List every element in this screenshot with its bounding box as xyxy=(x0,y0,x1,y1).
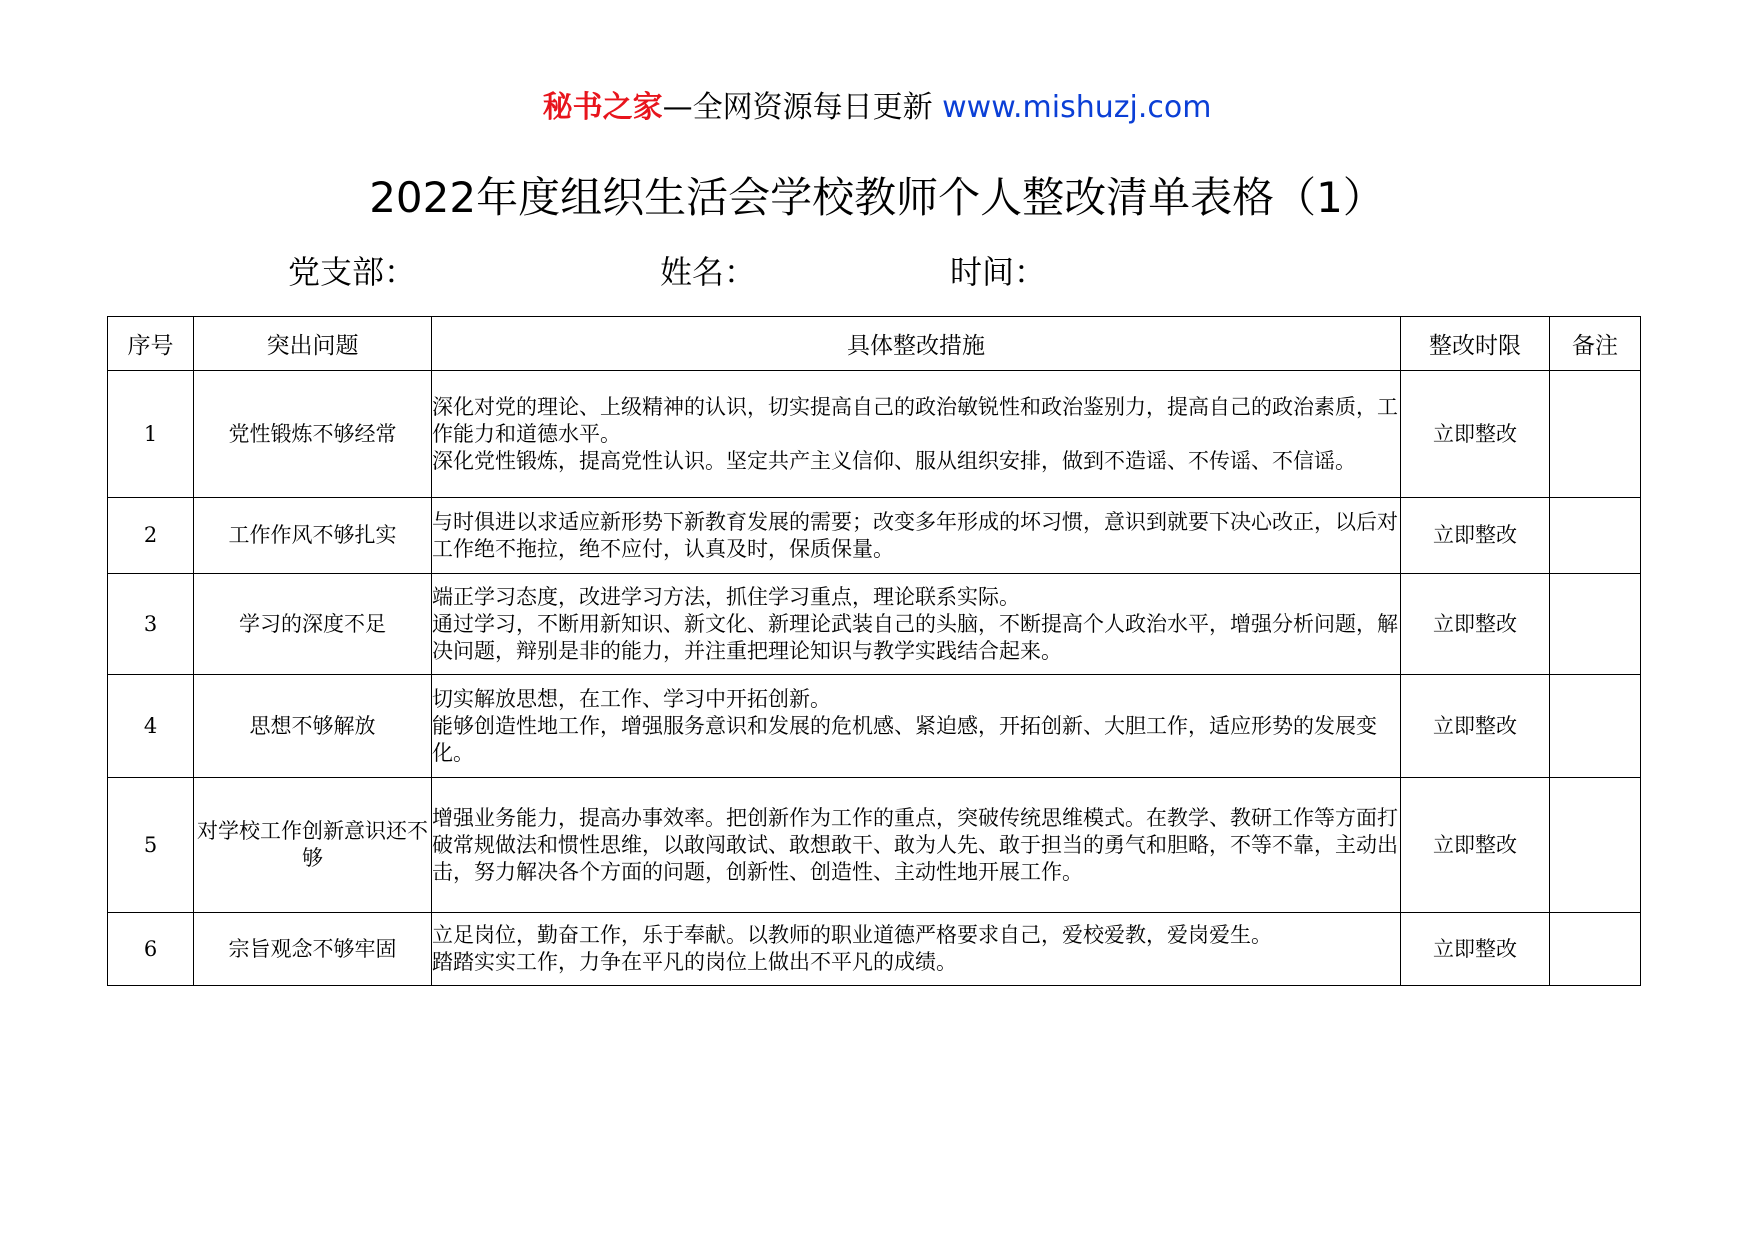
row-number: 1 xyxy=(108,371,194,498)
row-remark xyxy=(1550,371,1641,498)
row-remark xyxy=(1550,675,1641,778)
table-row xyxy=(108,913,1641,986)
measure-line: 能够创造性地工作，增强服务意识和发展的危机感、紧迫感，开拓创新、大胆工作，适应形势的发展变化。 xyxy=(432,713,1377,765)
measure-line: 深化党性锻炼，提高党性认识。坚定共产主义信仰、服从组织安排，做到不造谣、不传谣、不信谣。 xyxy=(432,448,1356,473)
banner-slogan: —全网资源每日更新 xyxy=(662,90,943,125)
row-deadline: 立即整改 xyxy=(1401,913,1550,986)
row-remark xyxy=(1550,778,1641,913)
time-label: 时间： xyxy=(950,253,1047,291)
row-remark xyxy=(1550,574,1641,675)
row-issue: 学习的深度不足 xyxy=(194,574,432,675)
table-row xyxy=(108,498,1641,574)
header-deadline: 整改时限 xyxy=(1401,317,1550,371)
rectification-table xyxy=(107,316,1641,986)
measure-line: 端正学习态度，改进学习方法，抓住学习重点，理论联系实际。 xyxy=(432,584,1020,609)
row-number: 5 xyxy=(108,778,194,913)
row-deadline: 立即整改 xyxy=(1401,778,1550,913)
header-remark: 备注 xyxy=(1550,317,1641,371)
row-deadline: 立即整改 xyxy=(1401,574,1550,675)
row-number: 3 xyxy=(108,574,194,675)
measure-line: 通过学习，不断用新知识、新文化、新理论武装自己的头脑，不断提高个人政治水平，增强分析问题，解决问题，辩别是非的能力，并注重把理论知识与教学实践结合起来。 xyxy=(432,611,1398,663)
table-row xyxy=(108,574,1641,675)
site-banner xyxy=(0,88,1754,128)
row-issue: 工作作风不够扎实 xyxy=(194,498,432,574)
row-remark xyxy=(1550,913,1641,986)
row-measures xyxy=(432,371,1401,498)
row-deadline: 立即整改 xyxy=(1401,498,1550,574)
header-number: 序号 xyxy=(108,317,194,371)
measure-line: 立足岗位，勤奋工作，乐于奉献。以教师的职业道德严格要求自己，爱校爱教，爱岗爱生。 xyxy=(432,923,1272,947)
measure-line: 切实解放思想，在工作、学习中开拓创新。 xyxy=(432,686,831,711)
row-measures xyxy=(432,913,1401,986)
table-header-row xyxy=(108,317,1641,371)
party-branch-label: 党支部： xyxy=(288,253,417,291)
row-measures xyxy=(432,675,1401,778)
row-number: 6 xyxy=(108,913,194,986)
name-label: 姓名： xyxy=(660,253,757,291)
measure-line: 增强业务能力，提高办事效率。把创新作为工作的重点，突破传统思维模式。在教学、教研工作等方面打破常规做法和惯性思维，以敢闯敢试、敢想敢干、敢为人先、敢于担当的勇气和胆略，不等不靠，主动出击，努力解决各个方面的问题，创新性、创造性、主动性地开展工作。 xyxy=(432,805,1398,884)
row-deadline: 立即整改 xyxy=(1401,675,1550,778)
table-row xyxy=(108,371,1641,498)
row-issue: 思想不够解放 xyxy=(194,675,432,778)
header-measures: 具体整改措施 xyxy=(432,317,1401,371)
row-measures xyxy=(432,778,1401,913)
document-title: 2022年度组织生活会学校教师个人整改清单表格（1） xyxy=(369,173,1385,222)
banner-brand: 秘书之家 xyxy=(542,90,663,125)
banner-url-link[interactable]: www.mishuzj.com xyxy=(942,90,1212,125)
measure-line: 踏踏实实工作，力争在平凡的岗位上做出不平凡的成绩。 xyxy=(432,950,957,974)
row-number: 4 xyxy=(108,675,194,778)
header-issue: 突出问题 xyxy=(194,317,432,371)
measure-line: 与时俱进以求适应新形势下新教育发展的需要；改变多年形成的坏习惯，意识到就要下决心改正，以后对工作绝不拖拉，绝不应付，认真及时，保质保量。 xyxy=(432,509,1398,561)
row-issue: 宗旨观念不够牢固 xyxy=(194,913,432,986)
row-remark xyxy=(1550,498,1641,574)
row-measures xyxy=(432,498,1401,574)
table-row xyxy=(108,675,1641,778)
measure-line: 深化对党的理论、上级精神的认识，切实提高自己的政治敏锐性和政治鉴别力，提高自己的政治素质，工作能力和道德水平。 xyxy=(432,394,1398,446)
row-measures xyxy=(432,574,1401,675)
row-issue: 对学校工作创新意识还不够 xyxy=(194,778,432,913)
table-row xyxy=(108,778,1641,913)
row-issue: 党性锻炼不够经常 xyxy=(194,371,432,498)
row-deadline: 立即整改 xyxy=(1401,371,1550,498)
row-number: 2 xyxy=(108,498,194,574)
